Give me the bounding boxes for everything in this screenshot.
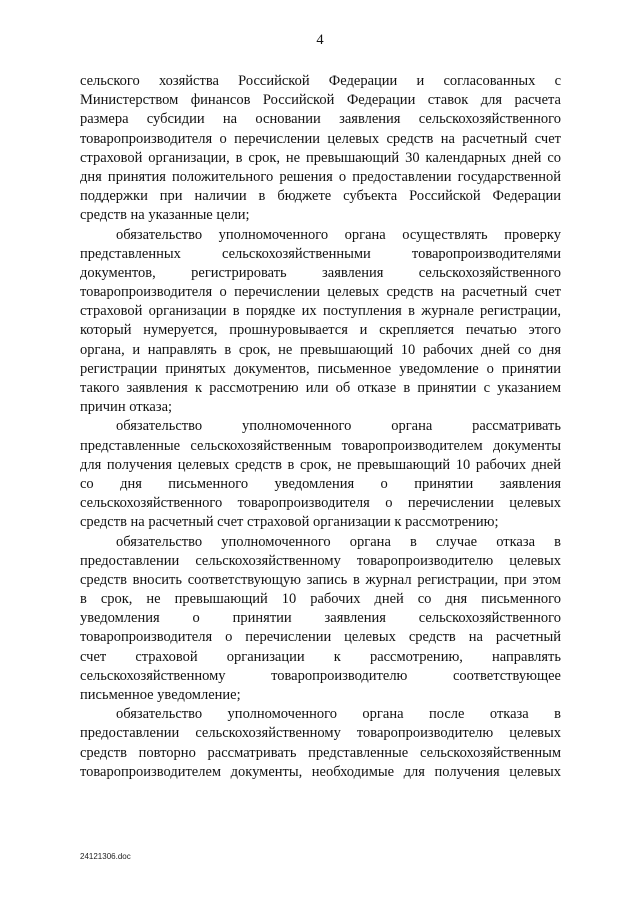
text-line: размера субсидии на основании заявления сельскохозяйственного — [80, 111, 561, 128]
text-line: который нумеруется, прошнуровывается и скрепляется печатью этого — [80, 322, 561, 339]
text-line: обязательство уполномоченного органа в случае отказа в — [116, 533, 561, 550]
text-line: сельского хозяйства Российской Федерации и согласованных с — [80, 73, 561, 89]
text-line: обязательство уполномоченного органа осуществлять проверку — [116, 226, 561, 243]
text-line: уведомления о принятии заявления сельскохозяйственного — [80, 610, 561, 627]
text-line: сельскохозяйственного товаропроизводителя о перечислении целевых — [80, 495, 561, 512]
text-line: страховой организации в порядке их поступления в журнале регистрации, — [80, 303, 561, 320]
text-line: счет страховой организации к рассмотрению, направлять — [80, 648, 561, 665]
text-line: обязательство уполномоченного органа после отказа в — [116, 706, 561, 723]
text-line: представленные сельскохозяйственным товаропроизводителем документы — [80, 437, 561, 454]
text-line: такого заявления к рассмотрению или об отказе в принятии с указанием — [80, 380, 561, 396]
footer-filename: 24121306.doc — [80, 852, 131, 861]
text-line: письменное уведомление; — [80, 687, 241, 703]
text-line: документов, регистрировать заявления сельскохозяйственного — [80, 264, 561, 281]
text-line: представленных сельскохозяйственными товаропроизводителями — [80, 245, 561, 262]
text-line: средств на указанные цели; — [80, 207, 250, 224]
text-line: товаропроизводителя о перечислении целевых средств на расчетный — [80, 629, 561, 646]
text-line: обязательство уполномоченного органа рассматривать — [116, 418, 561, 435]
text-line: страховой организации, в срок, не превышающий 30 календарных дней со — [80, 149, 561, 166]
text-line: Министерством финансов Российской Федерации ставок для расчета — [80, 92, 561, 109]
page-number: 4 — [316, 32, 324, 48]
text-line: товаропроизводителем документы, необходимые для получения целевых — [80, 763, 561, 780]
text-line: со дня письменного уведомления о принятии заявления — [80, 475, 561, 492]
text-line: поддержки при наличии в бюджете субъекта Российской Федерации — [80, 188, 561, 205]
text-line: дня принятия положительного решения о предоставлении государственной — [80, 168, 561, 185]
text-line: предоставлении сельскохозяйственному товаропроизводителю целевых — [80, 725, 561, 742]
text-line: регистрации принятых документов, письменное уведомление о принятии — [80, 360, 561, 377]
text-line: средств на расчетный счет страховой организации к рассмотрению; — [80, 514, 499, 531]
text-line: органа, и направлять в срок, не превышающий 10 рабочих дней со дня — [80, 341, 561, 358]
text-line: товаропроизводителя о перечислении целевых средств на расчетный счет — [80, 284, 561, 301]
text-line: средств вносить соответствующую запись в журнал регистрации, при этом — [80, 571, 561, 588]
text-line: предоставлении сельскохозяйственному товаропроизводителю целевых — [80, 552, 561, 569]
text-line: товаропроизводителя о перечислении целевых средств на расчетный счет — [80, 130, 561, 147]
text-line: причин отказа; — [80, 399, 173, 416]
text-line: для получения целевых средств в срок, не превышающий 10 рабочих дней — [80, 456, 561, 473]
text-line: средств повторно рассматривать представленные сельскохозяйственным — [80, 744, 561, 761]
document-body — [80, 72, 561, 782]
text-line: в срок, не превышающий 10 рабочих дней со дня письменного — [80, 591, 561, 608]
text-line: сельскохозяйственному товаропроизводителю соответствующее — [80, 667, 561, 684]
